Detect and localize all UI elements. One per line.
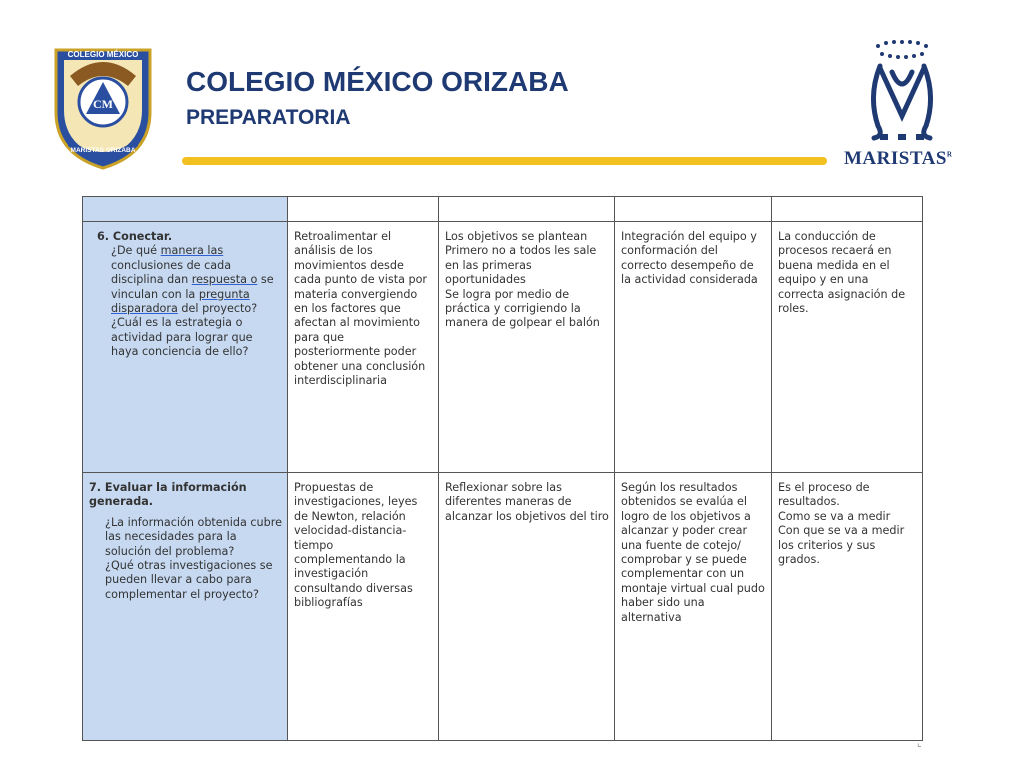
step-cell-evaluar [83,473,288,741]
crest-monogram: CM [93,97,113,111]
step-cell-conectar [83,222,288,473]
step-question: ¿De qué manera las conclusiones de cada disciplina dan respuesta o se vinculan con la pregunta disparadora del proyecto? [111,244,274,316]
cell-line: Primero no a todos les sale en las primeras oportunidades [445,244,597,287]
cell-line: Se logra por medio de práctica y corrigiendo la manera de golpear el balón [445,287,600,330]
cell-line: Es el proceso de resultados. [778,481,870,509]
table-cell [439,222,615,473]
cell-line: Los objetivos se plantean [445,230,588,243]
maristas-logo [838,36,968,181]
header-cell [772,197,923,222]
step-question: ¿Qué otras investigaciones se pueden llevar a cabo para complementar el proyecto? [105,559,273,601]
table-cell: Retroalimentar el análisis de los movimientos desde cada punto de vista por materia convergiendo en los factores que afectan al movimiento para que posteriormente poder obtener una conclusión interdisciplinaria [288,222,439,473]
table-cell: Integración del equipo y conformación del correcto desempeño de la actividad considerada [615,222,772,473]
header-cell [615,197,772,222]
crest-bottom-text: MARISTAS ORIZABA [70,147,136,154]
project-rubric-table [82,196,923,741]
colegio-crest-logo [48,42,158,172]
cell-line: Con que se va a medir los criterios y sus grados. [778,524,905,567]
corner-mark-icon: ⌞ [917,738,922,749]
page-title: COLEGIO MÉXICO ORIZABA [186,66,569,97]
step-title: 6. Conectar. [97,230,173,243]
table-row [83,473,923,741]
table-row [83,222,923,473]
title-underline-divider [182,157,827,165]
table-header-row [83,197,923,222]
crest-top-text: COLEGIO MÉXICO [67,50,139,59]
table-cell [772,473,923,741]
table-cell: La conducción de procesos recaerá en buena medida en el equipo y en una correcta asignación de roles. [772,222,923,473]
header-cell [288,197,439,222]
header-cell [83,197,288,222]
table-cell: Reflexionar sobre las diferentes maneras de alcanzar los objetivos del tiro [439,473,615,741]
table-cell: Propuestas de investigaciones, leyes de Newton, relación velocidad-distancia-tiempo complementando la investigación consultando diversas bibliografías [288,473,439,741]
step-title: 7. Evaluar la información generada. [89,481,247,509]
maristas-wordmark: $MARISTAS^R$ [844,148,953,169]
table-cell: Según los resultados obtenidos se evalúa el logro de los objetivos a alcanzar y poder crear una fuente de cotejo/ comprobar y se puede complementar con un montaje virtual cual pudo haber sido una alternativa [615,473,772,741]
header-cell [439,197,615,222]
cell-line: Como se va a medir [778,509,891,523]
step-question: ¿Cuál es la estrategia o actividad para lograr que haya conciencia de ello? [111,316,253,359]
step-question: ¿La información obtenida cubre las necesidades para la solución del problema? [105,515,282,558]
page-subtitle: PREPARATORIA [186,106,351,129]
